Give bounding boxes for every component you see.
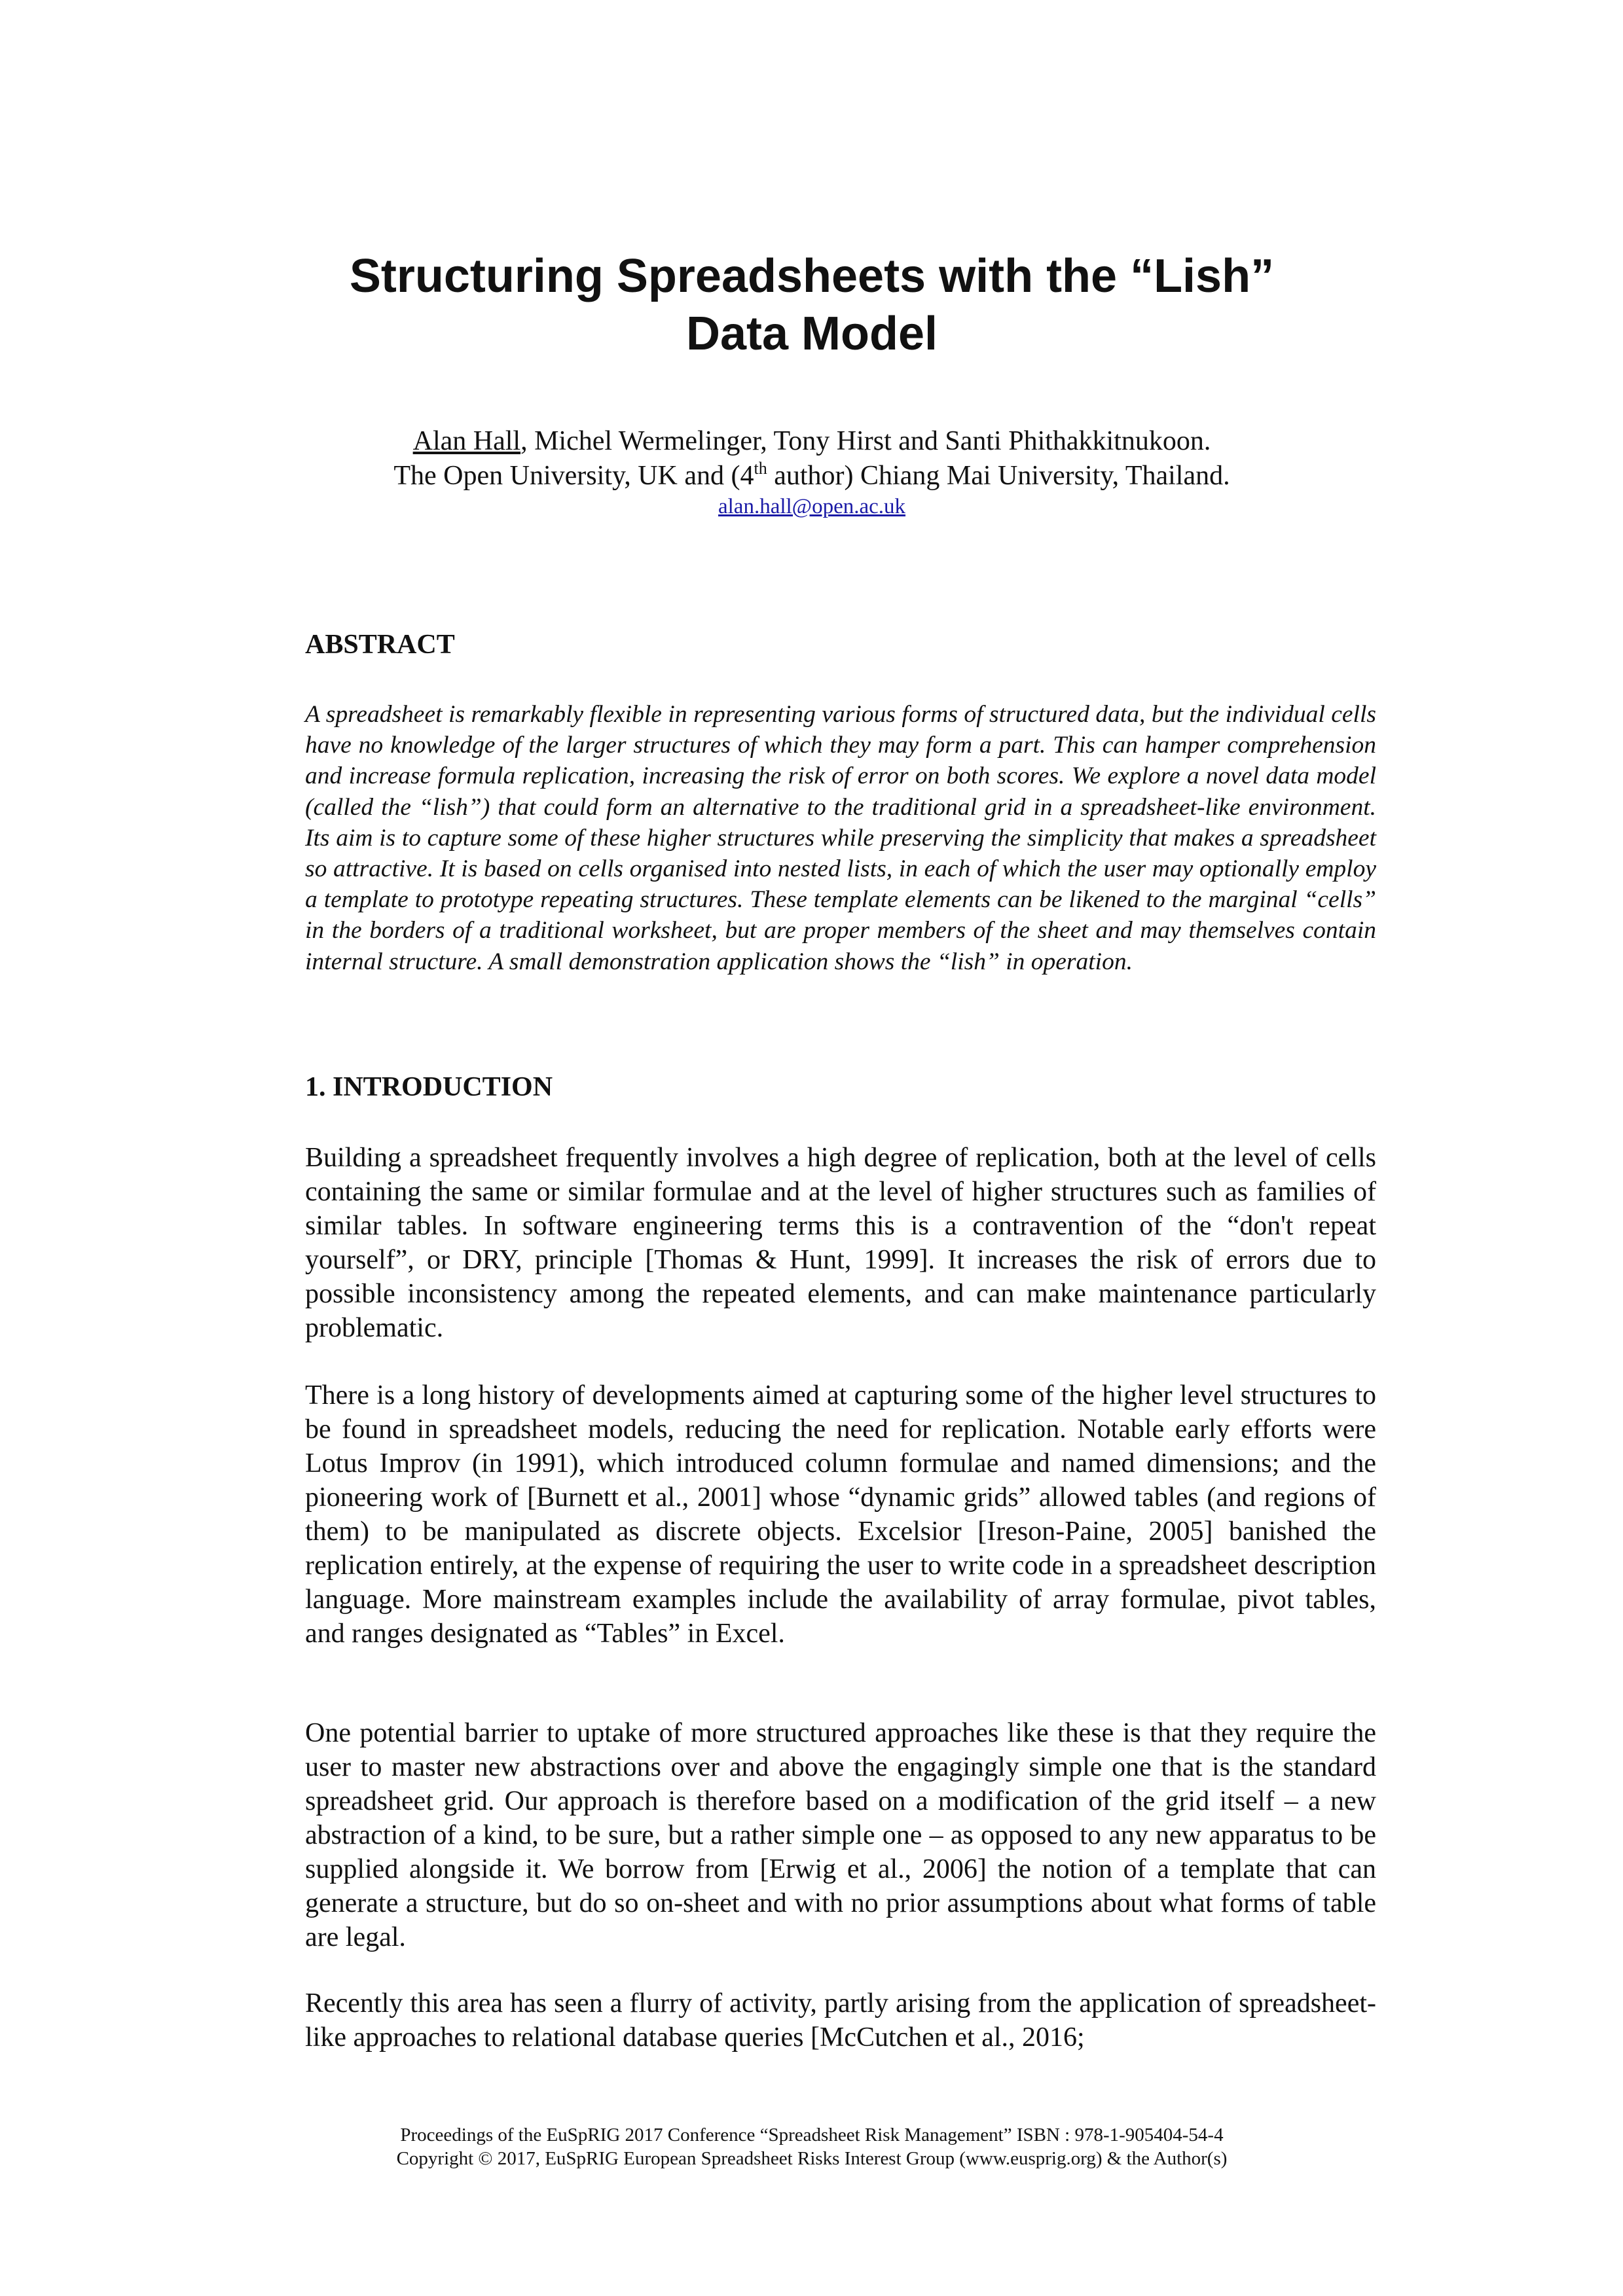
paper-title-line-1: Structuring Spreadsheets with the “Lish” (349, 250, 1275, 302)
abstract-heading: ABSTRACT (305, 630, 455, 660)
paper-title-line-2: Data Model (685, 308, 938, 360)
author-block (262, 424, 1362, 520)
author-affiliation (262, 459, 1362, 493)
page-footer (262, 2123, 1362, 2170)
footer-proceedings: Proceedings of the EuSpRIG 2017 Conference “Spreadsheet Risk Management” ISBN : 978-1-905404-54-4 (400, 2125, 1224, 2145)
paper-title (262, 247, 1362, 363)
intro-paragraph-3: One potential barrier to uptake of more structured approaches like these is that they require the user to master new abstractions over and above the engagingly simple one that is the standard spreadsheet grid. Our approach is therefore based on a modification of the grid itself – a new abstraction of a kind, to be sure, but a rather simple one – as opposed to any new apparatus to be supplied alongside it. We borrow from [Erwig et al., 2006] the notion of a template that can generate a structure, but do so on-sheet and with no prior assumptions about what forms of table are legal. (305, 1718, 1376, 1952)
affiliation-part-b: author) Chiang Mai University, Thailand. (767, 461, 1230, 491)
intro-paragraph-4: Recently this area has seen a flurry of activity, partly arising from the application of spreadsheet-like approaches to relational database queries [McCutchen et al., 2016; (305, 1988, 1376, 2053)
affiliation-part-a: The Open University, UK and (4 (393, 461, 754, 491)
first-author-name: Alan Hall (412, 426, 521, 456)
abstract-text: A spreadsheet is remarkably flexible in representing various forms of structured data, but the individual cells have no knowledge of the larger structures of which they may form a part. This can hamper comprehension and increase formula replication, increasing the risk of error on both scores. We explore a novel data model (called the “lish”) that could form an alternative to the traditional grid in a spreadsheet-like environment. Its aim is to capture some of these higher structures while preserving the simplicity that makes a spreadsheet so attractive. It is based on cells organised into nested lists, in each of which the user may optionally employ a template to prototype repeating structures. These template elements can be likened to the marginal “cells” in the borders of a traditional worksheet, but are proper members of the sheet and may themselves contain internal structure. A small demonstration application shows the “lish” in operation. (305, 701, 1376, 975)
author-names (262, 424, 1362, 459)
author-email-link[interactable]: alan.hall@open.ac.uk (718, 495, 906, 518)
intro-paragraph-1: Building a spreadsheet frequently involves a high degree of replication, both at the level of cells containing the same or similar formulae and at the level of higher structures such as families of similar tables. In software engineering terms this is a contravention of the “don't repeat yourself”, or DRY, principle [Thomas & Hunt, 1999]. It increases the risk of errors due to possible inconsistency among the repeated elements, and can make maintenance particularly problematic. (305, 1143, 1376, 1343)
intro-paragraph-2: There is a long history of developments aimed at capturing some of the higher level structures to be found in spreadsheet models, reducing the need for replication. Notable early efforts were Lotus Improv (in 1991), which introduced column formulae and named dimensions; and the pioneering work of [Burnett et al., 2001] whose “dynamic grids” allowed tables (and regions of them) to be manipulated as discrete objects. Excelsior [Ireson-Paine, 2005] banished the replication entirely, at the expense of requiring the user to write code in a spreadsheet description language. More mainstream examples include the availability of array formulae, pivot tables, and ranges designated as “Tables” in Excel. (305, 1380, 1376, 1649)
affiliation-superscript: th (754, 459, 767, 478)
other-author-names: , Michel Wermelinger, Tony Hirst and Santi Phithakkitnukoon. (520, 426, 1211, 456)
footer-copyright: Copyright © 2017, EuSpRIG European Spreadsheet Risks Interest Group (www.eusprig.org) & the Author(s) (396, 2148, 1228, 2169)
introduction-heading: 1. INTRODUCTION (305, 1072, 553, 1102)
